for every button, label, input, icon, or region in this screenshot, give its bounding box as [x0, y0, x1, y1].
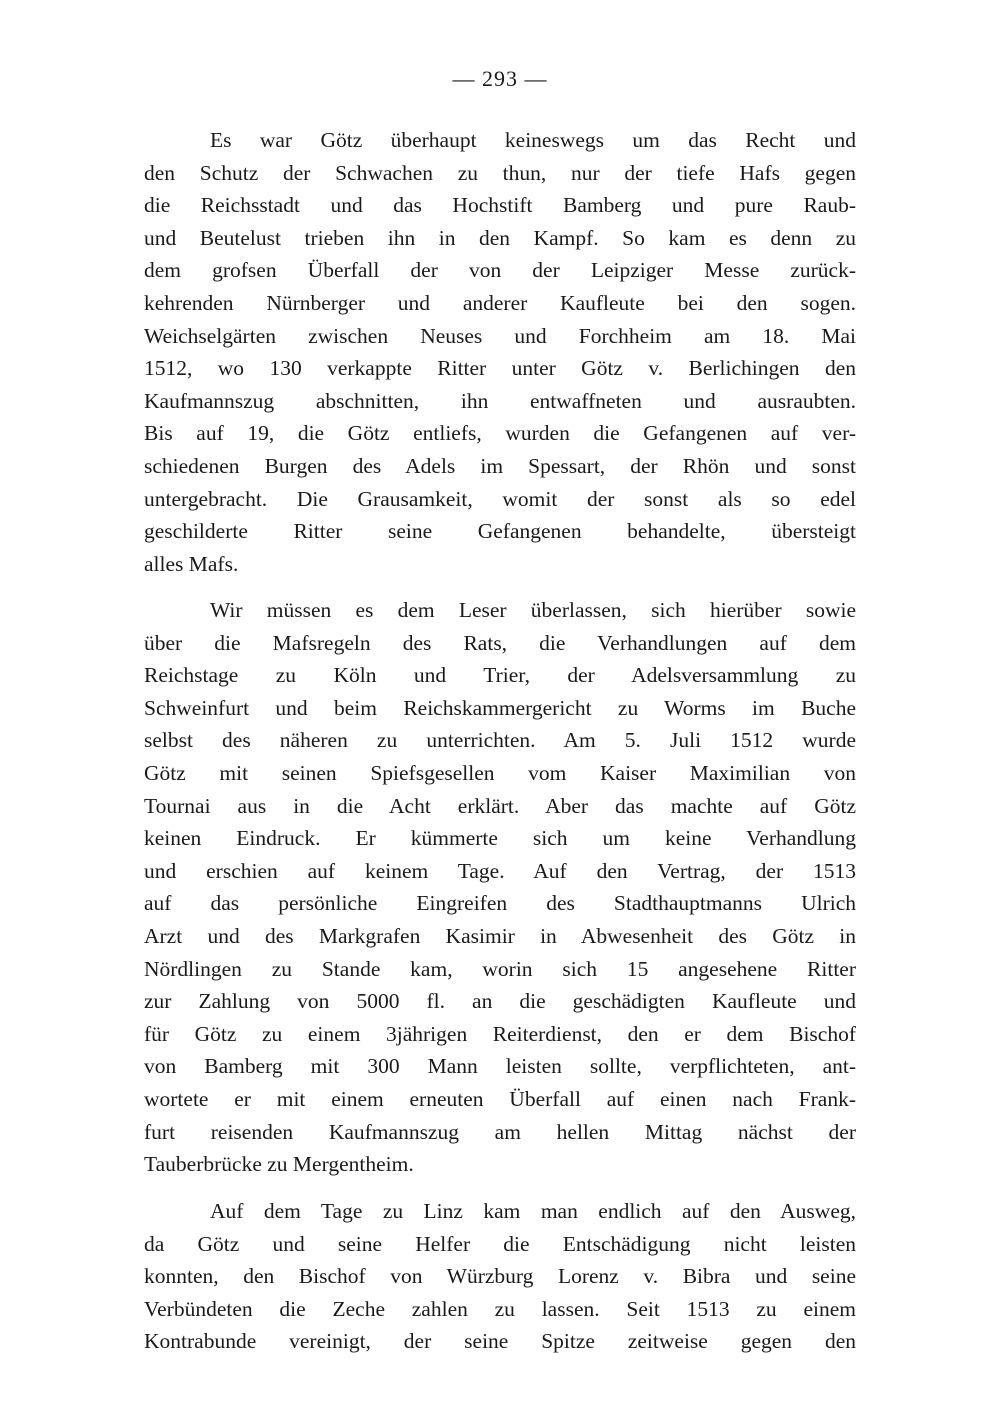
text-line: untergebracht. Die Grausamkeit, womit der sonst als so edel: [144, 486, 856, 511]
text-line: und erschien auf keinem Tage. Auf den Vertrag, der 1513: [144, 858, 856, 883]
text-line: Auf dem Tage zu Linz kam man endlich auf den Ausweg,: [210, 1199, 856, 1223]
text-line: da Götz und seine Helfer die Entschädigung nicht leisten: [144, 1231, 856, 1256]
text-line: die Reichsstadt und das Hochstift Bamberg und pure Raub-: [144, 193, 856, 218]
page-number: — 293 —: [452, 66, 548, 91]
text-line: Kaufmannszug abschnitten, ihn entwaffneten und ausraubten.: [144, 388, 856, 413]
text-line: Weichselgärten zwischen Neuses und Forchheim am 18. Mai: [144, 323, 856, 348]
text-line: und Beutelust trieben ihn in den Kampf. So kam es denn zu: [144, 225, 856, 250]
text-line: schiedenen Burgen des Adels im Spessart, der Rhön und sonst: [144, 453, 856, 478]
text-line: Kontrabunde vereinigt, der seine Spitze zeitweise gegen den: [144, 1329, 856, 1354]
paragraph-1: [144, 124, 856, 580]
text-line: den Schutz der Schwachen zu thun, nur der tiefe Hafs gegen: [144, 160, 856, 185]
text-line: Tournai aus in die Acht erklärt. Aber das machte auf Götz: [144, 793, 856, 818]
text-line: Arzt und des Markgrafen Kasimir in Abwesenheit des Götz in: [144, 923, 856, 948]
paragraph-2: [144, 594, 856, 1181]
text-line: keinen Eindruck. Er kümmerte sich um keine Verhandlung: [144, 826, 856, 851]
text-line: konnten, den Bischof von Würzburg Lorenz v. Bibra und seine: [144, 1264, 856, 1289]
text-line: geschilderte Ritter seine Gefangenen behandelte, übersteigt: [144, 519, 856, 544]
text-line: Es war Götz überhaupt keineswegs um das Recht und: [210, 128, 856, 152]
text-line: auf das persönliche Eingreifen des Stadthauptmanns Ulrich: [144, 891, 856, 916]
text-line: über die Mafsregeln des Rats, die Verhandlungen auf dem: [144, 630, 856, 655]
text-line: dem grofsen Überfall der von der Leipziger Messe zurück-: [144, 258, 856, 283]
text-line: Schweinfurt und beim Reichskammergericht zu Worms im Buche: [144, 695, 856, 720]
text-line: Götz mit seinen Spiefsgesellen vom Kaiser Maximilian von: [144, 760, 856, 785]
text-line: von Bamberg mit 300 Mann leisten sollte, verpflichteten, ant-: [144, 1054, 856, 1079]
text-line: Tauberbrücke zu Mergentheim.: [144, 1152, 414, 1177]
text-line: kehrenden Nürnberger und anderer Kaufleute bei den sogen.: [144, 290, 856, 315]
text-line: Reichstage zu Köln und Trier, der Adelsversammlung zu: [144, 663, 856, 688]
text-line: Nördlingen zu Stande kam, worin sich 15 angesehene Ritter: [144, 956, 856, 981]
text-line: wortete er mit einem erneuten Überfall auf einen nach Frank-: [144, 1086, 856, 1111]
text-line: selbst des näheren zu unterrichten. Am 5. Juli 1512 wurde: [144, 728, 856, 753]
text-line: Wir müssen es dem Leser überlassen, sich hierüber sowie: [210, 598, 856, 622]
paragraph-3: [144, 1195, 856, 1358]
text-line: 1512, wo 130 verkappte Ritter unter Götz v. Berlichingen den: [144, 356, 856, 381]
text-line: zur Zahlung von 5000 fl. an die geschädigten Kaufleute und: [144, 989, 856, 1014]
text-line: Verbündeten die Zeche zahlen zu lassen. Seit 1513 zu einem: [144, 1296, 856, 1321]
text-line: furt reisenden Kaufmannszug am hellen Mittag nächst der: [144, 1119, 856, 1144]
text-line: alles Mafs.: [144, 551, 239, 576]
text-line: für Götz zu einem 3jährigen Reiterdienst, den er dem Bischof: [144, 1021, 856, 1046]
text-line: Bis auf 19, die Götz entliefs, wurden die Gefangenen auf ver-: [144, 421, 856, 446]
